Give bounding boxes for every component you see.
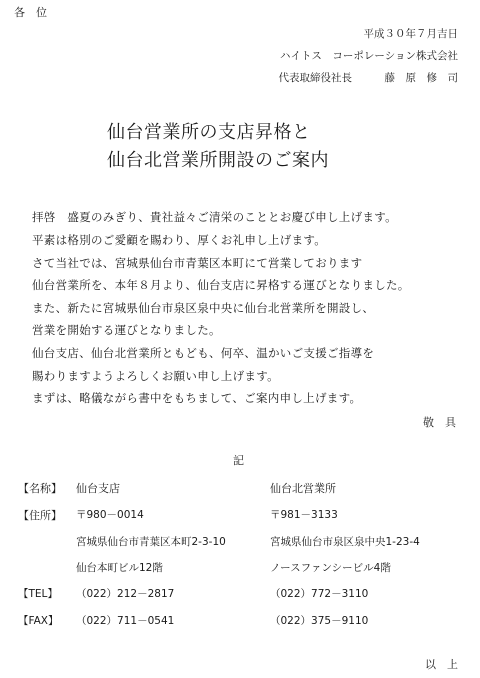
addressee: 各 位 — [14, 6, 47, 19]
body-line-3: さて当社では、宮城県仙台市青葉区本町にて営業しております — [32, 256, 363, 270]
branch2-fax: （022）375－9110 — [270, 615, 369, 627]
label-tel: 【TEL】 — [18, 588, 58, 600]
label-fax: 【FAX】 — [18, 615, 59, 627]
branch1-address-line2: 仙台本町ビル12階 — [76, 562, 163, 574]
closing-keigu: 敬 具 — [423, 416, 456, 429]
label-address: 【住所】 — [18, 509, 62, 522]
date: 平成３０年７月吉日 — [363, 28, 458, 40]
body-line-7: 仙台支店、仙台北営業所ともども、何卒、温かいご支援ご指導を — [32, 346, 375, 360]
end-mark: 以 上 — [425, 658, 458, 671]
document-title-line2: 仙台北営業所開設のご案内 — [107, 150, 329, 171]
body-line-5: また、新たに宮城県仙台市泉区泉中央に仙台北営業所を開設し、 — [32, 301, 375, 315]
body-line-6: 営業を開始する運びとなりました。 — [32, 323, 221, 337]
branch1-postal: 〒980－0014 — [76, 509, 144, 521]
body-line-4: 仙台営業所を、本年８月より、仙台支店に昇格する運びとなりました。 — [32, 278, 410, 292]
representative-name: 藤 原 修 司 — [384, 72, 458, 84]
branch1-name: 仙台支店 — [76, 482, 120, 495]
branch2-postal: 〒981－3133 — [270, 509, 338, 521]
branch1-address-line1: 宮城県仙台市青葉区本町2-3-10 — [76, 536, 226, 548]
record-heading: 記 — [233, 454, 244, 467]
body-line-2: 平素は格別のご愛顧を賜わり、厚くお礼申し上げます。 — [32, 233, 327, 247]
label-name: 【名称】 — [18, 482, 62, 495]
branch2-address-line1: 宮城県仙台市泉区泉中央1-23-4 — [270, 536, 420, 548]
company-name: ハイトス コーポレーション株式会社 — [280, 50, 458, 62]
branch1-tel: （022）212－2817 — [76, 588, 175, 600]
body-line-8: 賜わりますようよろしくお願い申し上げます。 — [32, 369, 279, 383]
body-line-1: 拝啓 盛夏のみぎり、貴社益々ご清栄のこととお慶び申し上げます。 — [32, 210, 397, 224]
body-line-9: まずは、略儀ながら書中をもちまして、ご案内申し上げます。 — [32, 391, 362, 405]
representative-title: 代表取締役社長 — [278, 72, 352, 84]
branch2-tel: （022）772－3110 — [270, 588, 369, 600]
branch1-fax: （022）711－0541 — [76, 615, 175, 627]
branch2-name: 仙台北営業所 — [270, 482, 336, 495]
branch2-address-line2: ノースファンシービル4階 — [270, 562, 391, 574]
document-title-line1: 仙台営業所の支店昇格と — [107, 122, 311, 143]
